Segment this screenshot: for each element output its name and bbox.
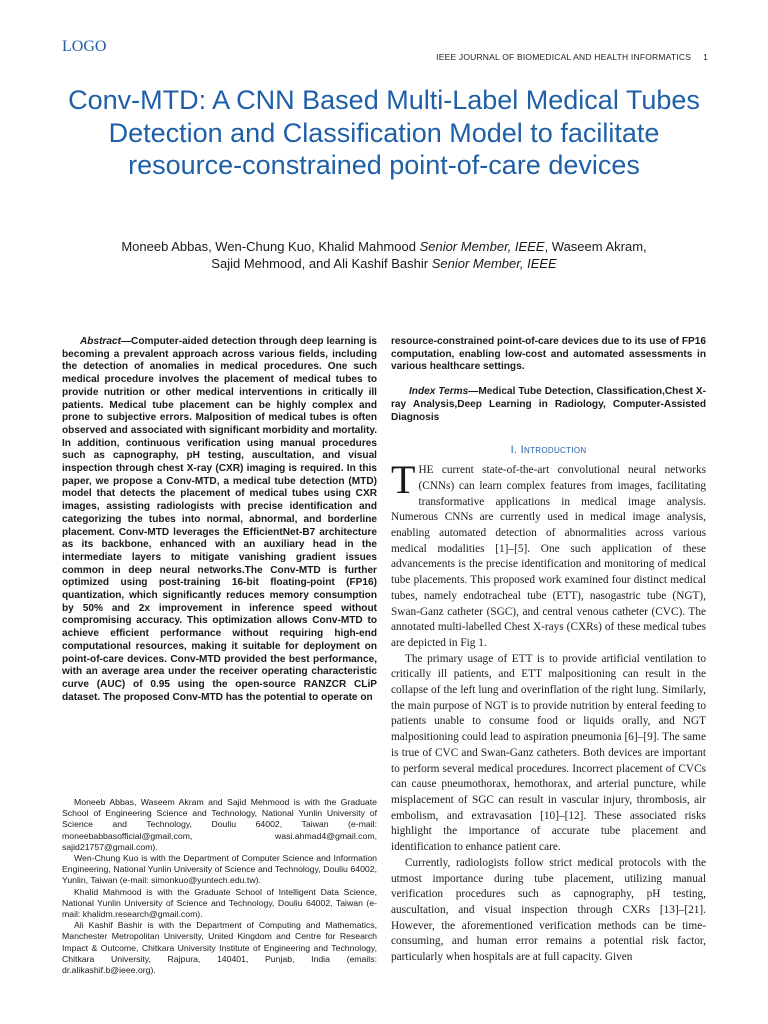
paper-title: Conv-MTD: A CNN Based Multi-Label Medical Tubes Detection and Classification Model to facilitate resource-constrained point-of-care devices [68,85,700,180]
abstract-label: Abstract— [80,336,132,347]
footnote-3: Khalid Mahmood is with the Graduate School of Intelligent Data Science, National Yunlin University of Science and Technology, Douliu 64002, Taiwan (e-mail: khalidm.research@gmail.com). [62,886,377,920]
journal-logo: LOGO [62,38,107,55]
drop-cap: T [391,457,416,503]
right-column [391,336,706,966]
affiliation-footnotes [62,797,377,976]
section-title: Introduction [520,444,587,457]
abstract [62,336,377,704]
abstract-text-part1: Computer-aided detection through deep learning is becoming a prevalent approach across various fields, including the detection of anomalies in medical procedures. One such medical procedure involves the placement of medical tubes to provide nutrition or other medical interventions in critically ill patients. Medical tube placement can be highly complex and prone to subjective errors. Malposition of medical tubes is often observed and associated with significant morbidity and mortality. In addition, continuous verification using manual procedures such as capnography, pH testing, auscultation, and visual inspection through chest X-ray (CXR) imaging is required. In this paper, we propose a Conv-MTD, a medical tube detection (MTD) model that detects the placement of medical tubes using CXR images, assisting radiologists with precise identification and categorizing the tubes into normal, abnormal, and borderline placement. Conv-MTD leverages the EfficientNet-B7 architecture as its backbone, enhanced with an auxiliary head in the intermediate layers to mitigate vanishing gradient issues common in deep neural networks.The Conv-MTD is further optimized using post-training 16-bit floating-point (FP16) quantization, which significantly reduces memory consumption by 50% and 2x improvement in inference speed without compromising accuracy. This optimization allows Conv-MTD to achieve efficient performance without requiring high-end computational resources, making it suitable for deployment on point-of-care devices. Conv-MTD provided the best performance, with an average area under the receiver operating characteristic curve (AUC) of 0.95 using the open-source RANZCR CLiP dataset. The proposed Conv-MTD has the potential to operate on [62,336,377,703]
footnote-2: Wen-Chung Kuo is with the Department of Computer Science and Information Engineering, National Yunlin University of Science and Technology, Douliu 64002, Yunlin, Taiwan (e-mail: simonkuo@yuntech.edu.tw). [62,853,377,886]
intro-paragraph-1 [391,457,706,651]
index-terms-label: Index Terms— [409,386,479,398]
author-list [60,238,708,272]
journal-name: IEEE JOURNAL OF BIOMEDICAL AND HEALTH INFORMATICS [436,52,692,62]
authors-line1-rest: , Waseem Akram, [544,239,647,254]
authors-line1-names: Moneeb Abbas, Wen-Chung Kuo, Khalid Mahmood [121,239,420,254]
left-column [62,336,377,704]
intro-paragraph-2: The primary usage of ETT is to provide artificial ventilation to critically ill patients, and ETT malpositioning can result in the collapse of the left lung and overinflation of the right lung. Similarly, the main purpose of NGT is to provide nutrition by enteral feeding to patients unable to consume food or liquids orally, and NGT malpositioning could lead to aspiration pneumonia [6]–[9]. The same is true of CVC and Swan-Ganz catheters. Both devices are important to perform several medical procedures. Incorrect placement of CVCs can cause pneumothorax, hemothorax, and arterial puncture, while misplacement of SGC can result in vascular injury, thrombosis, air embolism, and extravasation [10]–[12]. These associated risks highlight the importance of accurate tube placement and identification to enhance patient care. [391,652,706,854]
section-numeral: I. [510,444,518,457]
section-heading-introduction [391,444,706,456]
page-number: 1 [703,52,708,62]
abstract-continued: resource-constrained point-of-care devices due to its use of FP16 computation, enabling low-cost and automated assessments in various healthcare settings. [391,336,706,373]
authors-line1-role: Senior Member, IEEE [419,239,545,254]
index-terms [391,386,706,424]
introduction-body [391,457,706,966]
index-terms-text: Medical Tube Detection, Classification,Chest X-ray Analysis,Deep Learning in Radiology, Computer-Assisted Diagnosis [391,386,707,423]
footnote-1: Moneeb Abbas, Waseem Akram and Sajid Mehmood is with the Graduate School of Engineering Science and Technology, National Yunlin University of Science and Technology, Douliu 64002, Taiwan (e-mail: moneebabbasofficial@gmail.com, wasi.ahmad4@gmail.com, sajid21757@gmail.com). [62,797,377,852]
authors-line2-role: Senior Member, IEEE [431,256,557,271]
authors-line2-names: Sajid Mehmood, and Ali Kashif Bashir [211,256,432,271]
footnote-4: Ali Kashif Bashir is with the Department of Computing and Mathematics, Manchester Metropolitan University, United Kingdom and Centre for Research Impact & Outcome, Chitkara University Institute of Engineering and Technology, Chitkara University, Rajpura, 140401, Punjab, India (emails: dr.alikashif.b@ieee.org). [62,920,377,976]
running-head [436,52,708,62]
intro-paragraph-3: Currently, radiologists follow strict medical protocols with the utmost importance during tube placement, utilizing manual verification procedures such as capnography, pH testing, auscultation, and visual inspection through CXRs [13]–[21]. However, the aforementioned verification methods can be time-consuming, and human error remains a potential risk factor, particularly when hospitals are at full capacity. Given [391,856,706,964]
intro-paragraph-1-text: HE current state-of-the-art convolutional neural networks (CNNs) can learn complex features from images, facilitating transformative applications in medical image analysis. Numerous CNNs are currently used in medical image analysis, enabling automated detection of abnormalities across various medical modalities [1]–[5]. One such application of these advancements is the precise identification and monitoring of medical tube placements. This proposed work examined four distinct medical tubes, namely endotracheal tube (ETT), nasogastric tube (NGT), Swan-Ganz catheter (SGC), and central venous catheter (CVC). The annotated multi-labelled Chest X-rays (CXRs) of these medical tubes are depicted in Fig 1. [391,464,706,649]
